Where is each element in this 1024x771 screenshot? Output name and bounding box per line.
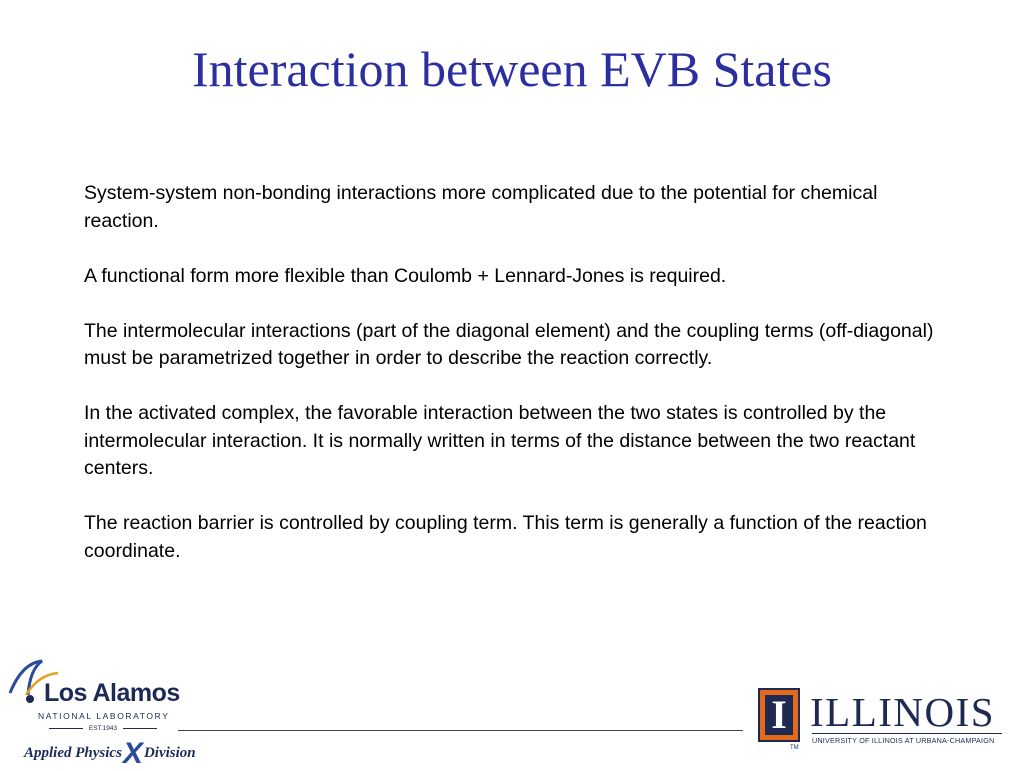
division-name bbox=[24, 737, 196, 771]
paragraph-4: In the activated complex, the favorable interaction between the two states is controlled by the intermolecular interaction. It is normally written in terms of the distance between the two reactant centers. bbox=[84, 402, 916, 479]
paragraph-5: The reaction barrier is controlled by coupling term. This term is generally a function of the reaction coordinate. bbox=[84, 512, 927, 562]
illinois-rule bbox=[812, 733, 1002, 734]
paragraph-3: The intermolecular interactions (part of the diagonal element) and the coupling terms (off-diagonal) must be parametrized together in order to describe the reaction correctly. bbox=[84, 319, 934, 369]
division-left: Applied Physics bbox=[24, 745, 122, 761]
los-alamos-logo bbox=[8, 655, 196, 770]
division-right: Division bbox=[143, 745, 196, 761]
illinois-block-i-icon bbox=[758, 688, 800, 742]
illinois-trademark: TM bbox=[790, 745, 799, 751]
illinois-logo bbox=[755, 688, 1015, 758]
division-x: X bbox=[122, 737, 143, 770]
paragraph-2: A functional form more flexible than Coulomb + Lennard-Jones is required. bbox=[84, 264, 727, 287]
los-alamos-name: Los Alamos bbox=[44, 679, 180, 707]
illinois-block-letter: I bbox=[771, 692, 787, 737]
los-alamos-est: EST.1943 bbox=[28, 725, 178, 732]
footer-divider bbox=[178, 730, 743, 731]
slide-title: Interaction between EVB States bbox=[191, 41, 833, 97]
los-alamos-subtitle: NATIONAL LABORATORY bbox=[38, 711, 170, 721]
illinois-wordmark: ILLINOIS bbox=[810, 689, 996, 735]
slide-body bbox=[84, 180, 944, 593]
illinois-subtitle: UNIVERSITY OF ILLINOIS AT URBANA-CHAMPAIGN bbox=[812, 736, 995, 745]
paragraph-1: System-system non-bonding interactions more complicated due to the potential for chemical reaction. bbox=[84, 182, 878, 232]
